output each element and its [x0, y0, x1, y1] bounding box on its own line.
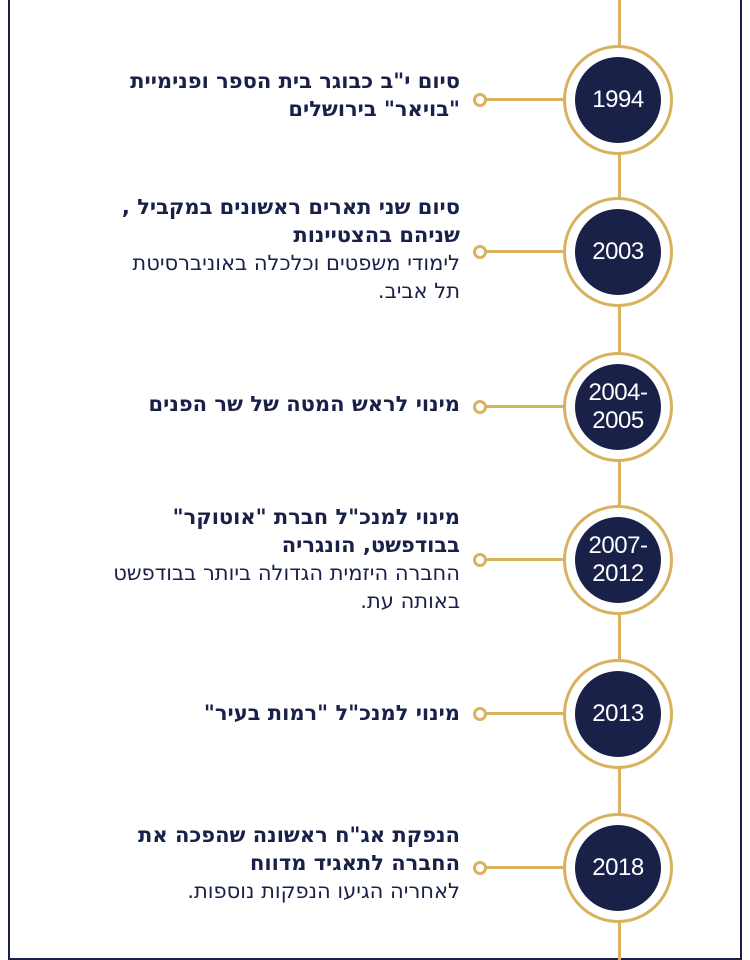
event-connector [482, 712, 566, 715]
year-badge [575, 671, 661, 757]
event-heading-line: סיום שני תארים ראשונים במקביל , [121, 195, 460, 219]
connector-dot [473, 861, 487, 875]
event-connector [482, 866, 566, 869]
connector-dot [473, 93, 487, 107]
year-ring [563, 659, 673, 769]
year-badge [575, 57, 661, 143]
event-description-line: תל אביב. [377, 279, 460, 303]
year-badge [575, 825, 661, 911]
event-heading-line: הנפקת אג"ח ראשונה שהפכה את [138, 823, 460, 847]
year-label: 2018 [592, 854, 644, 881]
connector-dot [473, 553, 487, 567]
year-label: 1994 [592, 86, 644, 113]
event-description-line: לימודי משפטים וכלכלה באוניברסיטת [132, 251, 460, 275]
event-description-line: החברה היזמית הגדולה ביותר בבודפשט [113, 561, 460, 585]
year-badge [575, 364, 661, 450]
connector-dot [473, 245, 487, 259]
event-heading-line: שניהם בהצטיינות [293, 223, 460, 247]
year-ring [563, 813, 673, 923]
event-text [20, 193, 460, 305]
year-ring [563, 45, 673, 155]
event-heading-line: החברה לתאגיד מדווח [250, 851, 460, 875]
event-heading-line: מינוי למנכ"ל חברת "אוטוקר" [172, 505, 460, 529]
year-badge [575, 517, 661, 603]
event-text [20, 390, 460, 418]
event-heading-line: סיום י"ב כבוגר בית הספר ופנימיית [130, 69, 460, 93]
event-description-line: לאחריה הגיעו הנפקות נוספות. [187, 879, 460, 903]
event-text [20, 503, 460, 615]
event-heading-line: "בויאר" בירושלים [288, 97, 460, 121]
year-ring [563, 352, 673, 462]
event-description-line: באותה עת. [360, 589, 460, 613]
event-text [20, 67, 460, 123]
event-text [20, 821, 460, 905]
year-ring [563, 505, 673, 615]
event-connector [482, 405, 566, 408]
year-label: 2004- 2005 [588, 379, 648, 434]
year-label: 2003 [592, 238, 644, 265]
event-connector [482, 558, 566, 561]
event-text [20, 699, 460, 727]
event-connector [482, 250, 566, 253]
year-label: 2013 [592, 700, 644, 727]
event-heading-line: מינוי לראש המטה של שר הפנים [148, 392, 460, 416]
connector-dot [473, 400, 487, 414]
year-label: 2007- 2012 [588, 532, 648, 587]
event-connector [482, 98, 566, 101]
year-badge [575, 209, 661, 295]
year-ring [563, 197, 673, 307]
event-heading-line: מינוי למנכ"ל "רמות בעיר" [203, 701, 460, 725]
connector-dot [473, 707, 487, 721]
event-heading-line: בבודפשט, הונגריה [281, 533, 460, 557]
